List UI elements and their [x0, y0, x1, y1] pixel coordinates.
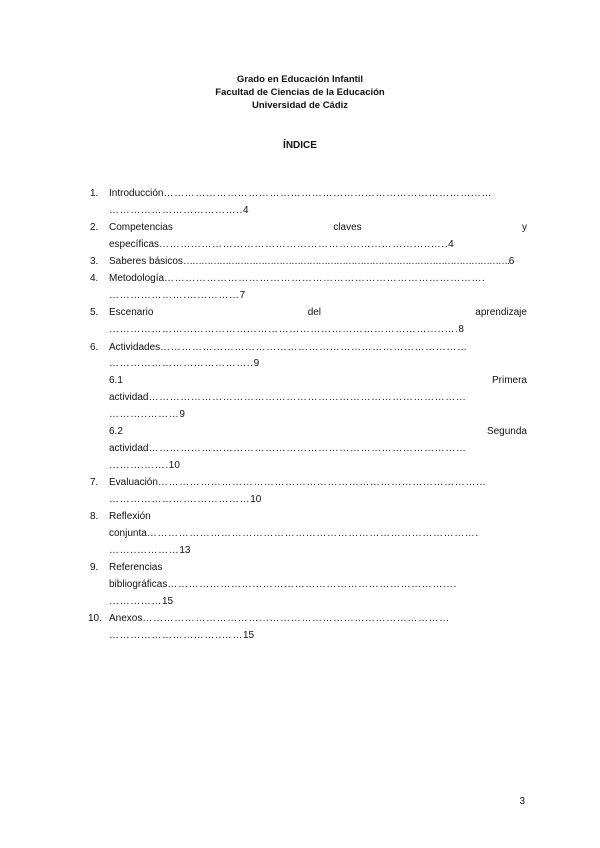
toc-title: actividad [109, 443, 149, 454]
toc-word: y [522, 222, 527, 233]
toc-word: 6.1 [109, 375, 123, 386]
toc-word: del [307, 307, 322, 318]
toc-entry-referencias-cont [109, 578, 457, 591]
header-degree: Grado en Educación Infantil [236, 74, 364, 85]
toc-page: 4 [448, 239, 454, 250]
toc-num-2: 2. [90, 222, 99, 233]
toc-entry-saberes[interactable] [109, 255, 514, 268]
toc-entry-primera-actividad[interactable] [109, 374, 527, 387]
toc-dots: …………………………………………………………………………… [160, 342, 468, 353]
toc-word: Competencias [109, 222, 173, 233]
toc-entry-escenario[interactable] [109, 306, 527, 319]
toc-dots: ……………………………………………………………………………… [148, 392, 467, 403]
toc-entry-reflexion[interactable] [109, 510, 151, 523]
index-title: ÍNDICE [283, 140, 317, 151]
toc-page: 10 [250, 494, 262, 505]
toc-entry-actividades[interactable] [109, 341, 468, 354]
toc-entry-escenario-cont [109, 323, 464, 336]
toc-title: Anexos [109, 613, 143, 624]
toc-dots: …………………….…………… [109, 494, 251, 505]
toc-num-1: 1. [90, 188, 99, 199]
toc-entry-evaluacion-cont [109, 493, 261, 506]
toc-dots: ………………………………………………………………………………… [163, 188, 493, 199]
toc-dots: …………………………………………………………………………………. [146, 528, 479, 539]
toc-dots: ……………………………….. [109, 205, 243, 216]
toc-title: Saberes básicos [109, 256, 183, 267]
toc-entry-segunda-actividad[interactable] [109, 425, 527, 438]
toc-num-6: 6. [90, 342, 99, 353]
toc-title: Reflexión [109, 511, 151, 522]
toc-num-7: 7. [90, 477, 99, 488]
toc-page: 13 [179, 545, 191, 556]
toc-title: Introducción [109, 188, 164, 199]
toc-num-3: 3. [90, 256, 99, 267]
toc-page: 10 [168, 460, 180, 471]
toc-dots: ………………………………….. [109, 358, 254, 369]
toc-page: 9 [179, 409, 185, 420]
toc-page: 4 [242, 205, 249, 216]
toc-entry-reflexion-cont [109, 527, 479, 540]
toc-num-4: 4. [90, 273, 99, 284]
page-number: 3 [519, 796, 525, 807]
toc-word: aprendizaje [475, 307, 527, 318]
toc-title: bibliográficas [109, 579, 168, 590]
toc-word: 6.2 [109, 426, 123, 437]
toc-dots: ………………………………………………………………………………………………. [182, 256, 509, 267]
toc-entry-metodologia-cont [109, 289, 245, 302]
toc-entry-primera-actividad-cont2 [109, 408, 185, 421]
toc-title: conjunta [109, 528, 147, 539]
toc-page: 15 [242, 630, 255, 641]
toc-dots: …………………………………………………………………………… [142, 613, 450, 624]
toc-entry-actividades-cont [109, 357, 259, 370]
toc-page: 8 [458, 324, 464, 335]
toc-entry-evaluacion[interactable] [109, 476, 487, 489]
toc-title: Referencias [109, 562, 163, 573]
toc-entry-anexos-cont [109, 629, 254, 642]
toc-word: Primera [491, 375, 527, 386]
toc-num-5: 5. [90, 307, 99, 318]
toc-dots: ……….……. [109, 460, 169, 471]
toc-dots: …………………………………………………………………..….. [159, 239, 449, 250]
toc-entry-reflexion-cont2 [109, 544, 190, 557]
toc-title: Evaluación [109, 477, 158, 488]
toc-dots: …………… [109, 596, 162, 607]
toc-entry-anexos[interactable] [109, 612, 450, 625]
toc-entry-competencias-cont [109, 238, 454, 251]
toc-entry-segunda-actividad-cont [109, 442, 466, 455]
toc-dots: ………………………………………………………………………………… [157, 477, 487, 488]
toc-page: 9 [253, 358, 260, 369]
toc-dots: …………………………..…… [109, 630, 243, 641]
toc-title: específicas [109, 239, 160, 250]
toc-word: Segunda [486, 426, 527, 437]
toc-dots: ………………………………………………………………………. [167, 579, 457, 590]
header-university: Universidad de Cádiz [251, 100, 349, 111]
toc-entry-referencias-cont2 [109, 595, 173, 608]
toc-entry-segunda-actividad-cont2 [109, 459, 180, 472]
toc-dots: …………………………………………………………………………………..…. [109, 324, 459, 335]
toc-word: Escenario [109, 307, 154, 318]
toc-num-10: 10. [88, 613, 102, 624]
toc-dots: ………..……… [109, 409, 180, 420]
toc-entry-introduccion[interactable] [109, 187, 492, 200]
toc-entry-metodologia[interactable] [109, 272, 485, 285]
toc-entry-referencias[interactable] [109, 561, 162, 574]
toc-dots: ………………….…………… [109, 290, 240, 301]
toc-entry-introduccion-cont [109, 204, 249, 217]
toc-dots: ……..………… [109, 545, 180, 556]
toc-num-9: 9. [90, 562, 99, 573]
toc-title: Actividades [109, 342, 161, 353]
toc-page: 6 [508, 256, 515, 267]
header-faculty: Facultad de Ciencias de la Educación [215, 87, 385, 98]
toc-title: actividad [109, 392, 149, 403]
toc-title: Metodología [109, 273, 165, 284]
toc-entry-competencias[interactable] [109, 221, 527, 234]
toc-num-8: 8. [90, 511, 99, 522]
toc-entry-primera-actividad-cont [109, 391, 466, 404]
toc-page: 15 [162, 596, 174, 607]
toc-word: claves [333, 222, 362, 233]
toc-dots: ……………………………………………………………………………… [148, 443, 467, 454]
toc-page: 7 [239, 290, 246, 301]
toc-dots: ………………………………………………………………………………. [164, 273, 486, 284]
